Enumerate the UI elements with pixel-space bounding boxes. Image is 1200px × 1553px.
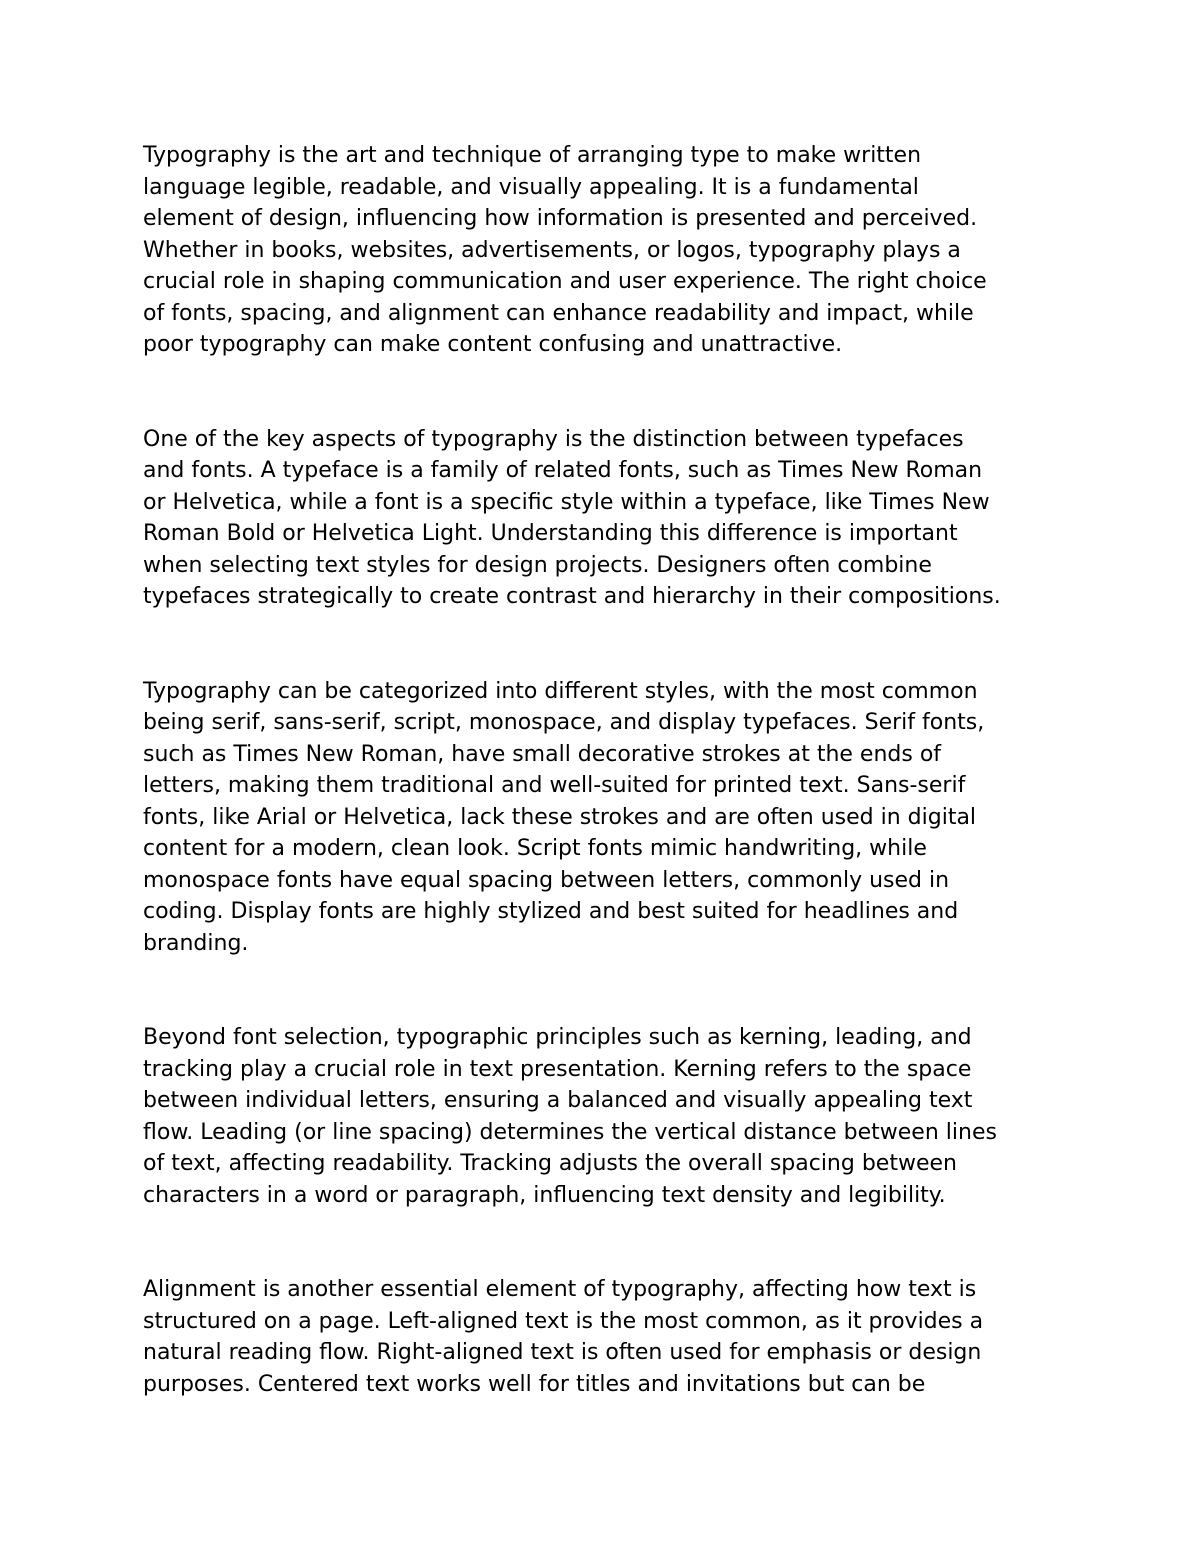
text-line: and fonts. A typeface is a family of related fonts, such as Times New Roman: [143, 458, 983, 483]
text-line: element of design, influencing how information is presented and perceived.: [143, 206, 978, 231]
text-line: structured on a page. Left-aligned text is the most common, as it provides a: [143, 1308, 984, 1334]
paragraph-alignment: [143, 1274, 1073, 1400]
text-line: between individual letters, ensuring a balanced and visually appealing text: [143, 1088, 973, 1113]
text-line: content for a modern, clean look. Script fonts mimic handwriting, while: [143, 836, 927, 861]
text-line: typefaces strategically to create contrast and hierarchy in their compositions.: [143, 584, 1001, 609]
paragraph-typography-intro: [143, 140, 1073, 361]
text-line: fonts, like Arial or Helvetica, lack these strokes and are often used in digital: [143, 804, 977, 830]
text-line: Typography can be categorized into different styles, with the most common: [143, 678, 978, 704]
text-line: Whether in books, websites, advertisements, or logos, typography plays a: [143, 237, 961, 263]
text-line: Roman Bold or Helvetica Light. Understanding this difference is important: [143, 521, 958, 546]
text-line: flow. Leading (or line spacing) determines the vertical distance between lines: [143, 1119, 997, 1145]
paragraph-typefaces-fonts: [143, 424, 1073, 613]
text-line: when selecting text styles for design projects. Designers often combine: [143, 552, 932, 578]
text-line: such as Times New Roman, have small decorative strokes at the ends of: [143, 741, 942, 767]
text-line: poor typography can make content confusing and unattractive.: [143, 332, 843, 357]
text-line: Beyond font selection, typographic principles such as kerning, leading, and: [143, 1025, 972, 1050]
text-line: branding.: [143, 930, 249, 956]
text-line: letters, making them traditional and well-suited for printed text. Sans-serif: [143, 773, 966, 798]
text-line: of fonts, spacing, and alignment can enhance readability and impact, while: [143, 300, 974, 326]
text-line: One of the key aspects of typography is the distinction between typefaces: [143, 426, 964, 452]
text-line: or Helvetica, while a font is a specific style within a typeface, like Times New: [143, 489, 990, 515]
text-line: natural reading flow. Right-aligned text is often used for emphasis or design: [143, 1340, 982, 1365]
text-line: Typography is the art and technique of arranging type to make written: [143, 143, 922, 168]
text-line: monospace fonts have equal spacing between letters, commonly used in: [143, 867, 950, 893]
paragraph-typography-styles: [143, 676, 1073, 960]
text-line: coding. Display fonts are highly stylized and best suited for headlines and: [143, 899, 959, 924]
text-line: of text, affecting readability. Tracking adjusts the overall spacing between: [143, 1151, 957, 1176]
text-line: characters in a word or paragraph, influencing text density and legibility.: [143, 1182, 946, 1208]
text-line: purposes. Centered text works well for titles and invitations but can be: [143, 1371, 926, 1397]
text-line: tracking play a crucial role in text presentation. Kerning refers to the space: [143, 1056, 972, 1082]
document-body: [143, 140, 1073, 1463]
text-line: crucial role in shaping communication and user experience. The right choice: [143, 269, 987, 294]
paragraph-kerning-leading-tracking: [143, 1022, 1073, 1211]
text-line: Alignment is another essential element of typography, affecting how text is: [143, 1277, 977, 1302]
text-line: language legible, readable, and visually appealing. It is a fundamental: [143, 174, 919, 200]
text-line: being serif, sans-serif, script, monospace, and display typefaces. Serif fonts,: [143, 710, 985, 735]
